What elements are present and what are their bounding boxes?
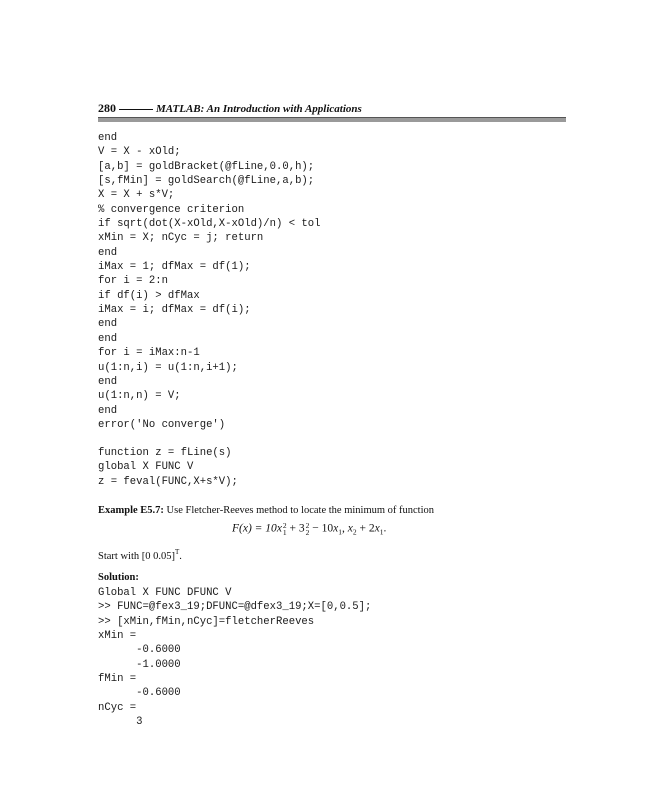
code-line: global X FUNC V xyxy=(98,461,194,474)
code-line: -1.0000 xyxy=(98,658,181,671)
code-line: u(1:n,i) = u(1:n,i+1); xyxy=(98,361,238,374)
eq-lhs: F(x) = 10 xyxy=(232,522,277,535)
objective-function-equation: F(x) = 10x2 1 + 32 $2 - 10x_1$, $x_2 + 2x_1$. xyxy=(232,521,387,537)
code-line: [a,b] = goldBracket(@fLine,0.0,h); xyxy=(98,160,315,173)
code-line: 3 xyxy=(98,716,143,729)
code-line: xMin = X; nCyc = j; return xyxy=(98,232,264,245)
code-line: xMin = xyxy=(98,630,137,643)
code-line: error('No converge') xyxy=(98,418,226,431)
code-line: iMax = i; dfMax = df(i); xyxy=(98,304,251,317)
page-number: 280 xyxy=(98,101,116,115)
code-line: end xyxy=(98,332,118,345)
code-line: end xyxy=(98,132,118,144)
code-line: function z = fLine(s) xyxy=(98,447,232,459)
code-line: end xyxy=(98,375,118,388)
code-line: if df(i) > dfMax xyxy=(98,289,200,302)
code-block-fletcher-loop xyxy=(98,131,321,432)
code-line: [s,fMin] = goldSearch(@fLine,a,b); xyxy=(98,175,315,188)
code-line: z = feval(FUNC,X+s*V); xyxy=(98,475,238,488)
example-statement xyxy=(98,505,434,516)
code-line: % convergence criterion xyxy=(98,203,245,216)
code-line: fMin = xyxy=(98,673,137,686)
code-line: iMax = 1; dfMax = df(1); xyxy=(98,261,251,274)
code-line: V = X - xOld; xyxy=(98,146,181,159)
example-label: Example E5.7: xyxy=(98,505,164,516)
code-line: if sqrt(dot(X-xOld,X-xOld)/n) < tol xyxy=(98,218,321,231)
code-line: >> FUNC=@fex3_19;DFUNC=@dfex3_19;X=[0,0.5]; xyxy=(98,601,372,614)
code-line: -0.6000 xyxy=(98,687,181,700)
code-line: -0.6000 xyxy=(98,644,181,657)
code-line: end xyxy=(98,404,118,417)
code-line: end xyxy=(98,318,118,331)
code-line: end xyxy=(98,246,118,259)
solution-heading: Solution: xyxy=(98,572,139,583)
code-line: >> [xMin,fMin,nCyc]=fletcherReeves xyxy=(98,615,315,628)
code-block-fline xyxy=(98,446,238,489)
example-text: Use Fletcher-Reeves method to locate the minimum of function xyxy=(163,505,435,516)
header-dash xyxy=(119,109,153,110)
code-line: Global X FUNC DFUNC V xyxy=(98,587,232,599)
book-title: MATLAB: An Introduction with Applications xyxy=(156,103,362,115)
code-line: u(1:n,n) = V; xyxy=(98,390,181,403)
page-header xyxy=(98,100,566,116)
code-line: X = X + s*V; xyxy=(98,189,175,202)
code-line: for i = 2:n xyxy=(98,275,168,288)
header-rule xyxy=(98,117,566,122)
code-line: for i = iMax:n-1 xyxy=(98,347,200,360)
code-block-solution-output xyxy=(98,586,371,729)
code-line: nCyc = xyxy=(98,701,137,714)
start-point-text: Start with [0 0.05]$^T$. xyxy=(98,548,182,562)
